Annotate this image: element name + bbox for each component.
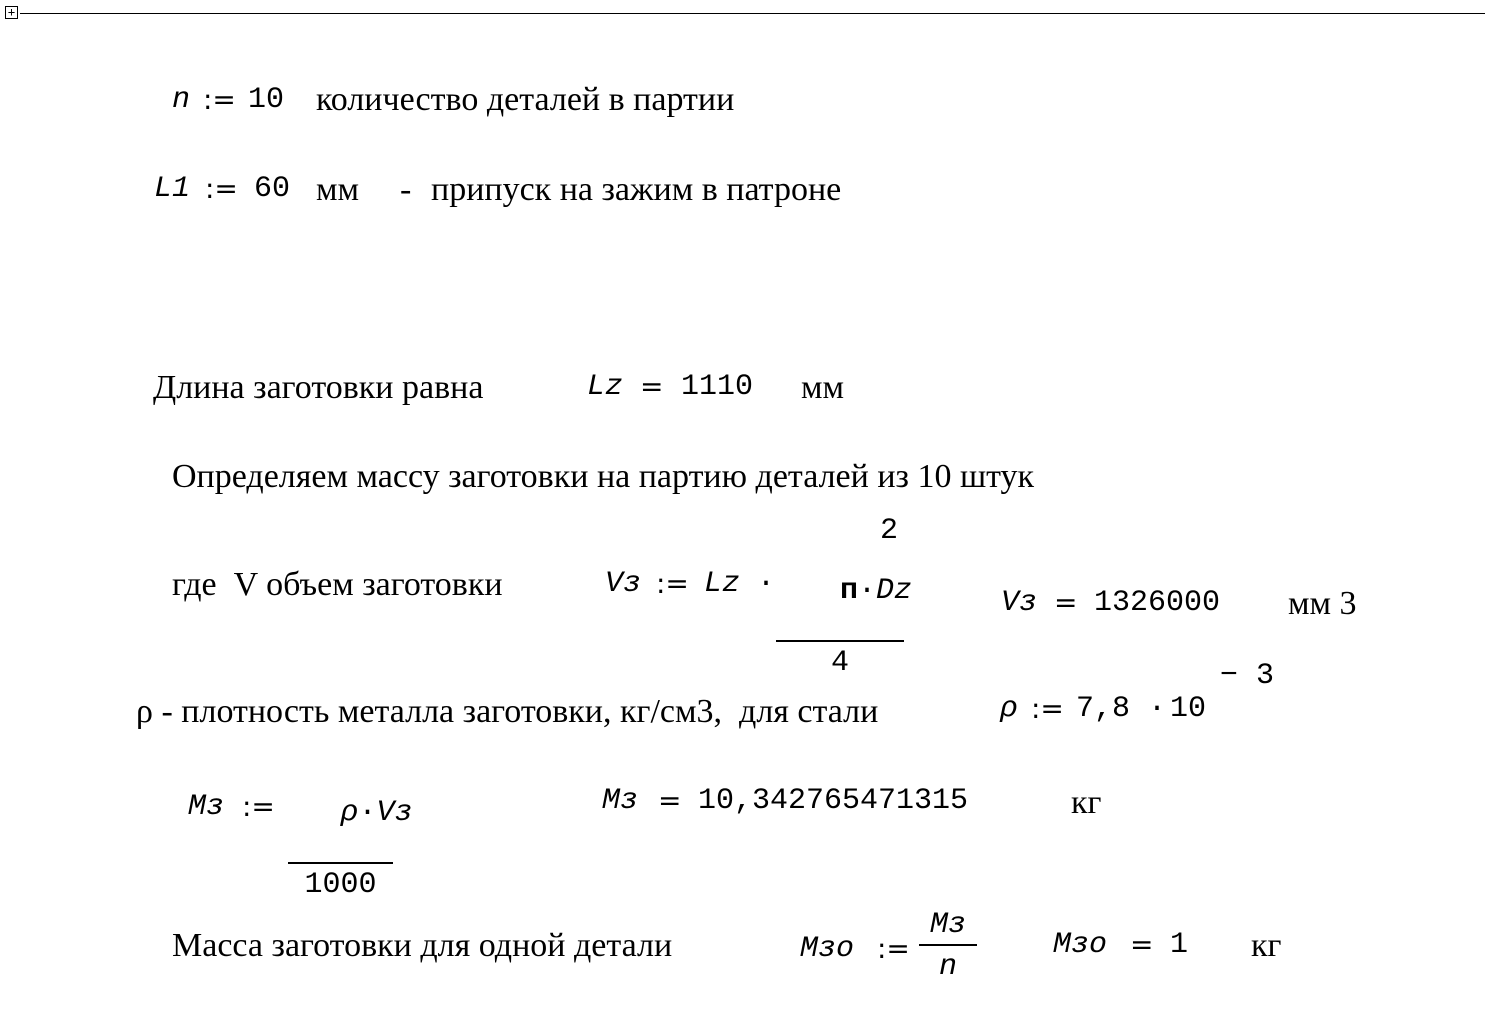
n-assign-operator: := [203,83,236,116]
n-description: количество деталей в партии [316,81,735,118]
mzo-fraction-bar [919,944,977,946]
region-divider [20,13,1485,14]
mass-heading: Определяем массу заготовки на партию деталей из 10 штук [172,458,1035,495]
mz-fraction-bar [288,862,393,864]
vz-result-value: 1326000 [1094,586,1221,620]
l1-variable[interactable]: L1 [154,172,191,206]
mzo-label: Масса заготовки для одной детали [172,927,673,964]
vz-label: где V объем заготовки [172,566,503,603]
lz-label: Длина заготовки равна [153,369,484,406]
l1-description: припуск на зажим в патроне [431,171,842,208]
n-variable[interactable]: n [172,83,191,117]
rho-assign-operator: := [1031,692,1064,725]
n-value[interactable]: 10 [248,83,285,117]
mzo-result-equals: = [1130,928,1154,961]
mzo-numerator: Mз [929,908,966,942]
mz-result-value: 10,342765471315 [698,784,969,818]
mzo-result-unit: кг [1251,927,1282,964]
l1-value[interactable]: 60 [254,172,291,206]
mz-denominator: 1000 [304,868,377,902]
vz-multiply-dot: · [757,567,776,601]
lz-equals-operator: = [640,370,664,403]
mz-inner-dot: · [358,796,377,830]
mzo-variable[interactable]: Mзо [800,932,855,966]
vz-denominator: 4 [830,646,849,680]
vz-result-equals: = [1054,586,1078,619]
l1-unit: мм [316,171,360,208]
vz-pi-symbol: п [839,574,858,608]
vz-exponent: 2 [880,514,899,548]
rho-base: 10 [1170,692,1207,726]
l1-assign-operator: := [205,172,238,205]
rho-mantissa[interactable]: 7,8 [1076,692,1131,726]
rho-multiply-dot: · [1148,692,1167,726]
mz-result-equals: = [658,784,682,817]
vz-variable[interactable]: Vз [605,567,642,601]
mz-rho-term: ρ [340,796,359,830]
mz-fraction [288,768,413,902]
l1-dash: - [400,171,412,208]
vz-assign-operator: := [656,567,689,600]
mz-assign-operator: := [242,790,275,823]
lz-unit: мм [801,369,845,406]
rho-variable[interactable]: ρ [1000,692,1019,726]
mz-variable[interactable]: Mз [188,790,225,824]
mz-result-unit: кг [1071,784,1102,821]
region-expand-icon[interactable]: + [5,6,18,19]
vz-result-variable[interactable]: Vз [1001,586,1038,620]
mzo-result-value: 1 [1170,928,1189,962]
vz-dz-term: Dz [876,574,913,608]
vz-result-unit: мм 3 [1288,585,1357,622]
rho-exponent: − 3 [1220,659,1275,693]
lz-value: 1110 [681,370,754,404]
rho-label: ρ - плотность металла заготовки, кг/см3, для стали [136,693,879,730]
mzo-assign-operator: := [877,932,910,965]
mzo-result-variable[interactable]: Mзо [1053,928,1108,962]
vz-lz-term: Lz [704,567,741,601]
vz-fraction [776,546,913,680]
mzo-denominator: n [938,950,957,984]
mz-vz-term: Vз [376,796,413,830]
vz-inner-dot: · [858,574,877,608]
vz-fraction-bar [776,640,904,642]
mzo-fraction [919,910,977,982]
mz-result-variable[interactable]: Mз [602,784,639,818]
lz-variable[interactable]: Lz [587,370,624,404]
